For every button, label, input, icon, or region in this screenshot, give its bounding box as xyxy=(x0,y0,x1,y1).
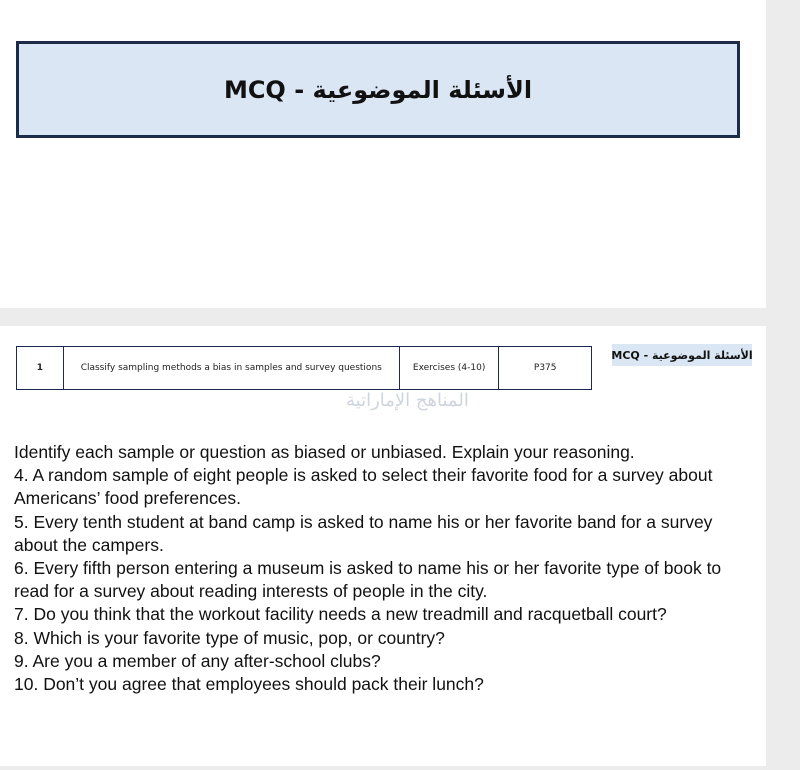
exercise-item-8: 8. Which is your favorite type of music, pop, or country? xyxy=(14,627,445,648)
exercise-item-5: 5. Every tenth student at band camp is asked to name his or her favorite band for a survey about the campers. xyxy=(14,511,713,555)
page-title: الأسئلة الموضوعية - MCQ xyxy=(16,41,740,138)
watermark-logo: المناهج الإماراتية xyxy=(346,390,469,411)
lesson-number: 1 xyxy=(17,347,64,390)
exercise-text xyxy=(14,441,754,696)
lesson-objective: Classify sampling methods a bias in samples and survey questions xyxy=(63,347,399,390)
exercise-instruction: Identify each sample or question as biased or unbiased. Explain your reasoning. xyxy=(14,442,635,462)
section-tag: الأسئلة الموضوعية - MCQ xyxy=(612,344,752,366)
exercise-item-4: 4. A random sample of eight people is asked to select their favorite food for a survey about Americans’ food preferences. xyxy=(14,465,713,509)
lesson-info-table xyxy=(16,346,592,390)
exercise-item-9: 9. Are you a member of any after-school clubs? xyxy=(14,650,381,671)
exercises-range: Exercises (4-10) xyxy=(399,347,499,390)
page-2 xyxy=(0,326,766,766)
table-row xyxy=(17,347,592,390)
page-reference: P375 xyxy=(499,347,592,390)
exercise-item-7: 7. Do you think that the workout facility needs a new treadmill and racquetball court? xyxy=(14,604,667,625)
page-1 xyxy=(0,0,766,308)
exercise-item-6: 6. Every fifth person entering a museum is asked to name his or her favorite type of book to read for a survey about reading interests of people in the city. xyxy=(14,558,722,602)
exercise-item-10: 10. Don’t you agree that employees should pack their lunch? xyxy=(14,674,484,695)
